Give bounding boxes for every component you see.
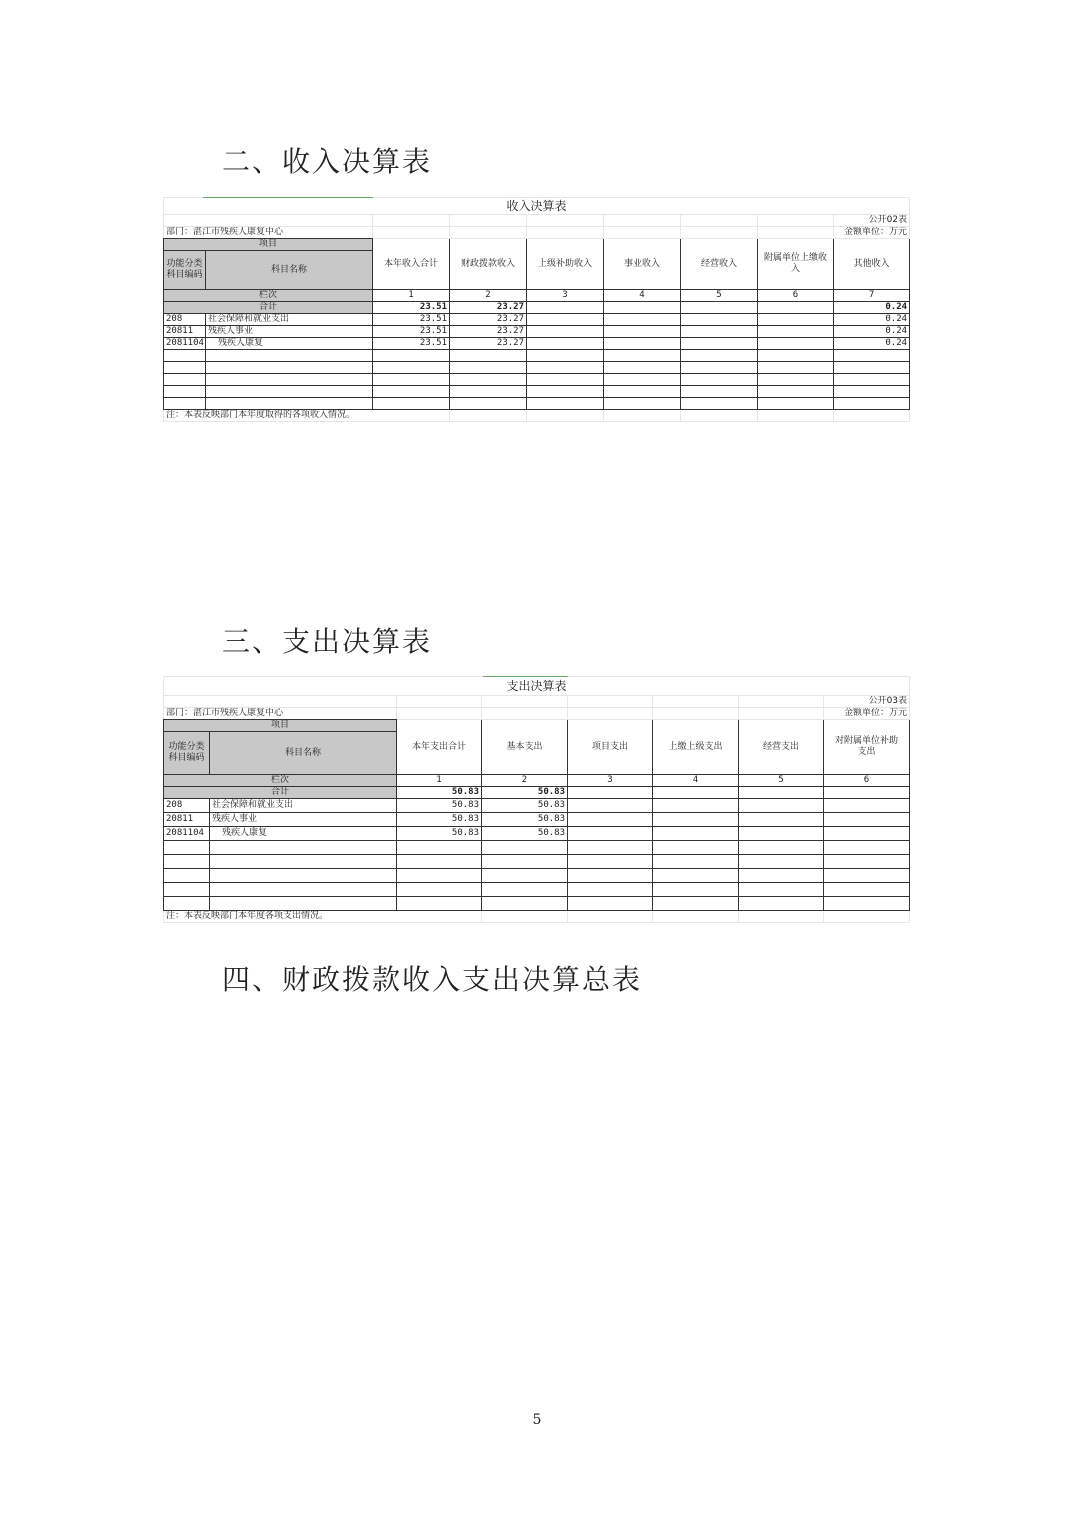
income-colnum: 5 — [681, 290, 758, 302]
expense-rowlabel: 栏次 — [164, 775, 397, 787]
income-cell — [758, 314, 834, 326]
expense-department: 部门：湛江市残疾人康复中心 — [164, 708, 397, 720]
income-cell — [758, 326, 834, 338]
table-row — [164, 799, 910, 813]
empty-row — [164, 398, 910, 410]
income-colnum: 3 — [527, 290, 604, 302]
income-cell — [604, 338, 681, 350]
expense-row-code: 2081104 — [164, 827, 210, 841]
expense-cell — [824, 799, 910, 813]
income-cell — [527, 338, 604, 350]
expense-cell: 50.83 — [397, 813, 482, 827]
expense-col-header: 本年支出合计 — [397, 720, 482, 775]
income-cell: 23.27 — [450, 338, 527, 350]
expense-row-name: 社会保障和就业支出 — [210, 799, 397, 813]
expense-row-name: 残疾人康复 — [210, 827, 397, 841]
income-cell: 0.24 — [834, 326, 910, 338]
empty-row — [164, 386, 910, 398]
empty-row — [164, 841, 910, 855]
income-total-value: 23.51 — [373, 302, 450, 314]
expense-cell: 50.83 — [397, 827, 482, 841]
table-row — [164, 314, 910, 326]
empty-row — [164, 869, 910, 883]
income-sheet — [163, 197, 909, 422]
expense-total-value — [653, 787, 739, 799]
expense-cell: 50.83 — [482, 827, 568, 841]
expense-unit: 金额单位：万元 — [824, 708, 910, 720]
expense-cell: 50.83 — [482, 813, 568, 827]
expense-cell: 50.83 — [397, 799, 482, 813]
cell-selection-line — [483, 676, 568, 677]
income-cell — [604, 314, 681, 326]
income-cell — [604, 326, 681, 338]
income-col-header: 经营收入 — [681, 239, 758, 290]
income-colnum: 7 — [834, 290, 910, 302]
expense-sheet — [163, 676, 909, 923]
income-col-header: 本年收入合计 — [373, 239, 450, 290]
cell-selection-line — [203, 197, 373, 198]
income-cell: 23.51 — [373, 338, 450, 350]
income-total-value — [527, 302, 604, 314]
empty-row — [164, 897, 910, 911]
expense-cell — [653, 799, 739, 813]
income-cell — [527, 326, 604, 338]
income-total-value: 23.27 — [450, 302, 527, 314]
expense-col-header: 基本支出 — [482, 720, 568, 775]
expense-cell — [739, 827, 824, 841]
empty-row — [164, 374, 910, 386]
expense-total-label: 合计 — [164, 787, 397, 799]
table-row — [164, 338, 910, 350]
expense-colnum: 4 — [653, 775, 739, 787]
income-unit: 金额单位：万元 — [834, 227, 910, 239]
expense-cell — [568, 799, 653, 813]
income-row-code: 20811 — [164, 326, 206, 338]
expense-cell — [653, 813, 739, 827]
expense-colnum: 1 — [397, 775, 482, 787]
income-cell: 23.51 — [373, 326, 450, 338]
expense-cell — [739, 799, 824, 813]
income-cell: 0.24 — [834, 338, 910, 350]
expense-cell — [824, 827, 910, 841]
expense-row-code: 20811 — [164, 813, 210, 827]
income-row-code: 208 — [164, 314, 206, 326]
empty-row — [164, 362, 910, 374]
empty-row — [164, 855, 910, 869]
expense-cell: 50.83 — [482, 799, 568, 813]
expense-col-header: 上缴上级支出 — [653, 720, 739, 775]
table-row — [164, 813, 910, 827]
expense-note: 注：本表反映部门本年度各项支出情况。 — [164, 911, 482, 923]
income-cell — [681, 314, 758, 326]
income-cell: 23.27 — [450, 314, 527, 326]
income-department: 部门：湛江市残疾人康复中心 — [164, 227, 373, 239]
expense-table-title: 支出决算表 — [164, 677, 910, 696]
expense-code-header: 功能分类科目编码 — [164, 732, 210, 775]
income-total-value — [758, 302, 834, 314]
income-form-no: 公开02表 — [834, 215, 910, 227]
expense-colnum: 3 — [568, 775, 653, 787]
expense-table — [163, 676, 910, 923]
income-col-header: 上级补助收入 — [527, 239, 604, 290]
income-cell: 0.24 — [834, 314, 910, 326]
empty-row — [164, 350, 910, 362]
income-col-header: 事业收入 — [604, 239, 681, 290]
expense-cell — [824, 813, 910, 827]
table-row — [164, 827, 910, 841]
income-colnum: 4 — [604, 290, 681, 302]
expense-row-name: 残疾人事业 — [210, 813, 397, 827]
expense-total-value — [824, 787, 910, 799]
income-cell: 23.51 — [373, 314, 450, 326]
income-cell — [681, 338, 758, 350]
income-row-name: 社会保障和就业支出 — [206, 314, 373, 326]
income-total-value: 0.24 — [834, 302, 910, 314]
income-note: 注：本表反映部门本年度取得的各项收入情况。 — [164, 410, 450, 422]
income-total-value — [604, 302, 681, 314]
income-row-code: 2081104 — [164, 338, 206, 350]
income-colnum: 6 — [758, 290, 834, 302]
income-heading: 二、收入决算表 — [222, 145, 433, 178]
expense-total-value: 50.83 — [397, 787, 482, 799]
page-number: 5 — [532, 1412, 542, 1428]
income-code-header: 功能分类科目编码 — [164, 251, 206, 290]
income-item-header: 项目 — [164, 239, 373, 251]
income-total-label: 合计 — [164, 302, 373, 314]
income-col-header: 附属单位上缴收入 — [758, 239, 834, 290]
expense-cell — [568, 827, 653, 841]
income-cell — [681, 326, 758, 338]
empty-row — [164, 883, 910, 897]
expense-cell — [653, 827, 739, 841]
expense-heading: 三、支出决算表 — [222, 625, 433, 658]
expense-total-value: 50.83 — [482, 787, 568, 799]
income-cell — [758, 338, 834, 350]
expense-colnum: 5 — [739, 775, 824, 787]
expense-colnum: 6 — [824, 775, 910, 787]
expense-col-header: 项目支出 — [568, 720, 653, 775]
income-table-title: 收入决算表 — [164, 198, 910, 215]
income-colnum: 1 — [373, 290, 450, 302]
expense-total-value — [739, 787, 824, 799]
expense-name-header: 科目名称 — [210, 732, 397, 775]
income-row-name: 残疾人事业 — [206, 326, 373, 338]
income-row-name: 残疾人康复 — [206, 338, 373, 350]
income-cell: 23.27 — [450, 326, 527, 338]
expense-cell — [568, 813, 653, 827]
expense-row-code: 208 — [164, 799, 210, 813]
income-rowlabel: 栏次 — [164, 290, 373, 302]
income-col-header: 其他收入 — [834, 239, 910, 290]
expense-item-header: 项目 — [164, 720, 397, 732]
expense-colnum: 2 — [482, 775, 568, 787]
expense-cell — [739, 813, 824, 827]
income-colnum: 2 — [450, 290, 527, 302]
expense-form-no: 公开03表 — [824, 696, 910, 708]
income-col-header: 财政拨款收入 — [450, 239, 527, 290]
income-total-value — [681, 302, 758, 314]
expense-col-header: 经营支出 — [739, 720, 824, 775]
fiscal-heading: 四、财政拨款收入支出决算总表 — [222, 963, 643, 996]
expense-col-header: 对附属单位补助支出 — [824, 720, 910, 775]
income-cell — [527, 314, 604, 326]
expense-total-value — [568, 787, 653, 799]
income-table — [163, 197, 910, 422]
table-row — [164, 326, 910, 338]
income-name-header: 科目名称 — [206, 251, 373, 290]
